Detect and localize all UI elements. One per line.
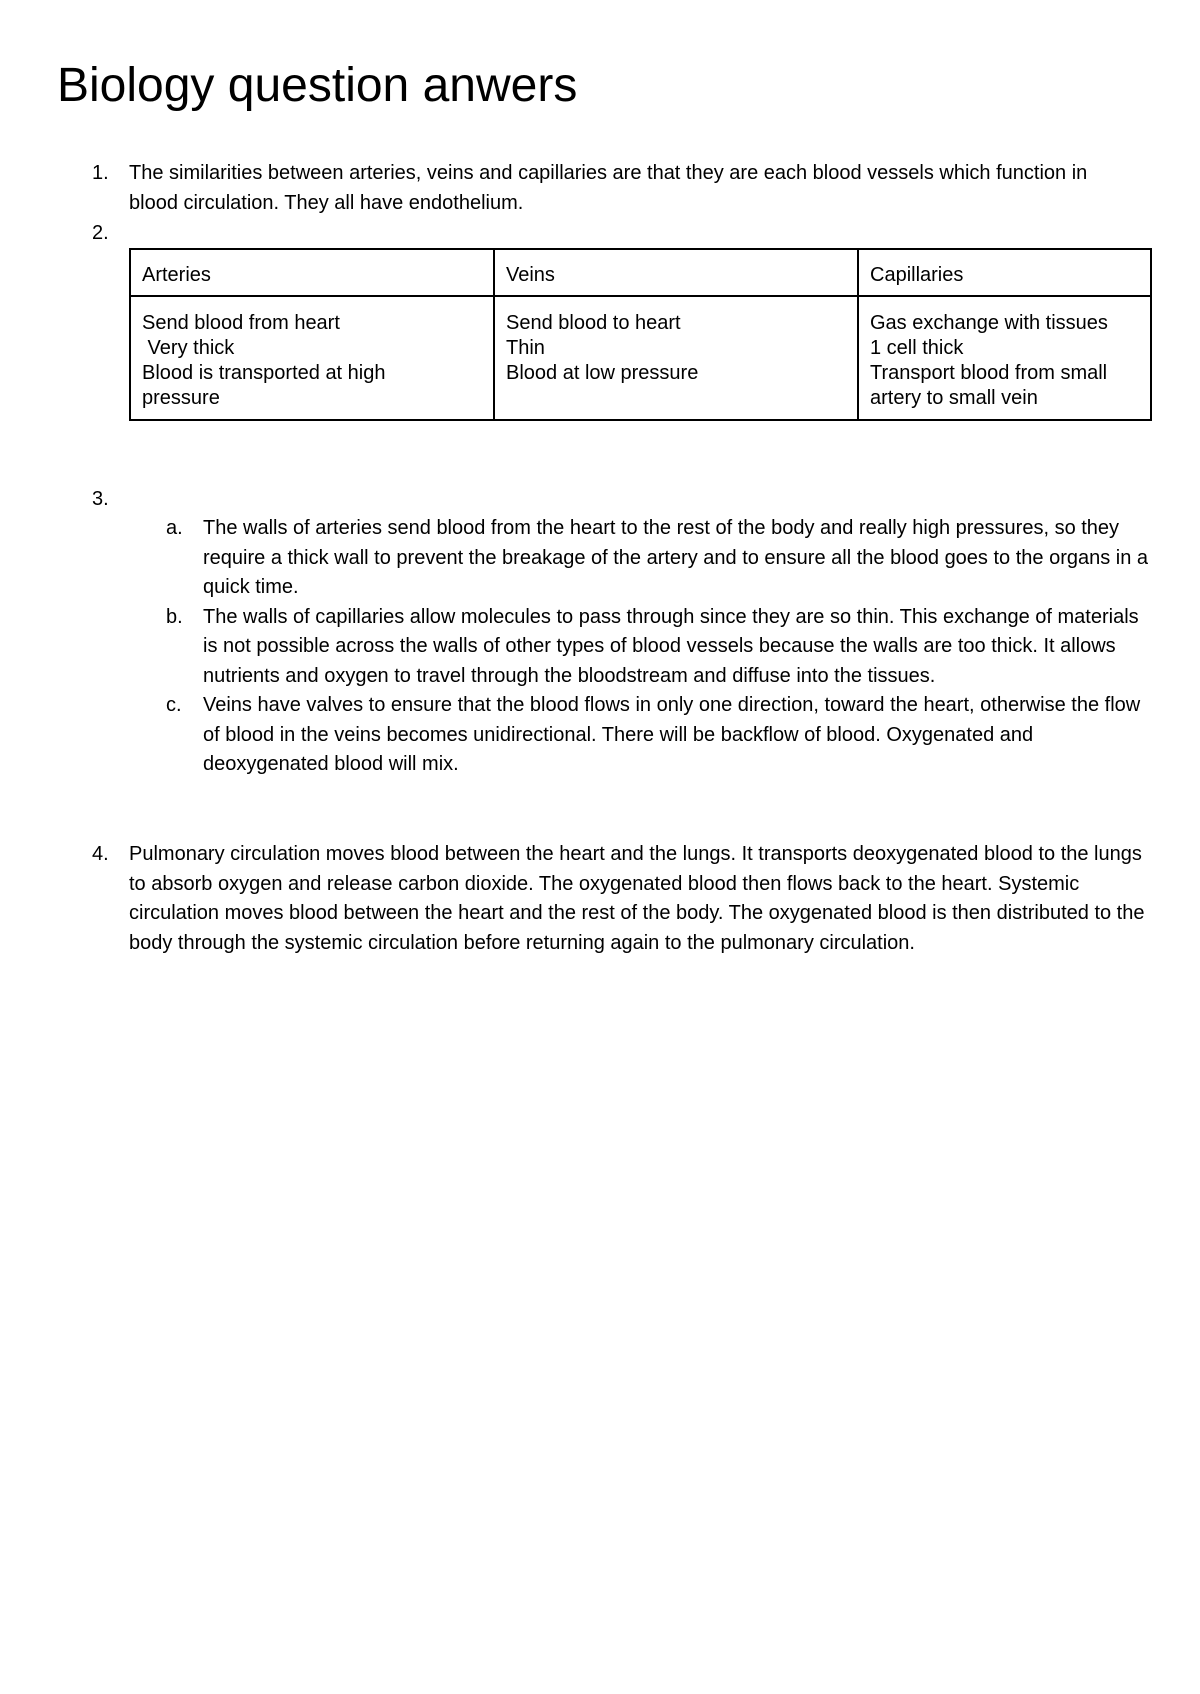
cell-line: Blood at low pressure [506,362,699,384]
cell-line: Blood is transported at high [142,362,386,384]
header-veins: Veins [494,249,858,296]
list-item [0,603,1153,692]
list-item [0,514,1153,603]
answer-1 [0,159,1200,219]
answer-2 [0,219,1200,249]
cell-line: artery to small vein [870,387,1038,409]
sub-item-text: The walls of arteries send blood from the heart to the rest of the body and really high pressures, so they require a thick wall to prevent the breakage of the artery and to ensure all the blood goes to the organs in a quick time. [203,517,1149,598]
document-title: Biology question anwers [57,59,578,112]
cell-line: Thin [506,337,545,359]
sub-item-letter: b. [166,605,183,628]
blood-vessel-comparison-table [129,248,1152,421]
header-capillaries: Capillaries [858,249,1151,296]
cell-capillaries [858,296,1151,420]
table-header-row [130,249,1151,296]
answer-4-number: 4. [92,843,109,865]
answer-1-number: 1. [92,162,109,184]
cell-veins [494,296,858,420]
cell-line: Gas exchange with tissues [870,312,1108,334]
cell-arteries [130,296,494,420]
sub-item-letter: a. [166,517,183,539]
answer-3 [0,485,1200,515]
cell-line: pressure [142,387,220,409]
answer-3-number: 3. [92,488,109,510]
cell-line: 1 cell thick [870,337,964,359]
answer-1-text: The similarities between arteries, veins and capillaries are that they are each blood vessels which function in blood circulation. They all have endothelium. [129,162,1088,214]
answer-4-text: Pulmonary circulation moves blood between the heart and the lungs. It transports deoxygenated blood to the lungs to absorb oxygen and release carbon dioxide. The oxygenated blood then flows back to the heart. Systemic circulation moves blood between the heart and the rest of the body. The oxygenated blood is then distributed to the body through the systemic circulation before returning again to the pulmonary circulation. [129,843,1145,954]
sub-item-letter: c. [166,694,182,716]
sub-item-text: Veins have valves to ensure that the blood flows in only one direction, toward the heart, otherwise the flow of blood in the veins becomes unidirectional. There will be backflow of blood. Oxygenated and deoxygenated blood will mix. [203,694,1141,775]
cell-line: Transport blood from small [870,362,1108,384]
cell-line: Send blood to heart [506,312,681,334]
answer-2-number: 2. [92,222,109,244]
table-row [130,296,1151,420]
sub-item-text: The walls of capillaries allow molecules to pass through since they are so thin. This exchange of materials is not possible across the walls of other types of blood vessels because the walls are too thick. It allows nutrients and oxygen to travel through the bloodstream and diffuse into the tissues. [203,605,1139,687]
header-arteries: Arteries [130,249,494,296]
cell-line: Very thick [142,337,235,359]
list-item [0,691,1153,780]
answer-4 [0,840,1200,990]
cell-line: Send blood from heart [142,312,340,334]
answer-3-sublist [0,514,1200,780]
